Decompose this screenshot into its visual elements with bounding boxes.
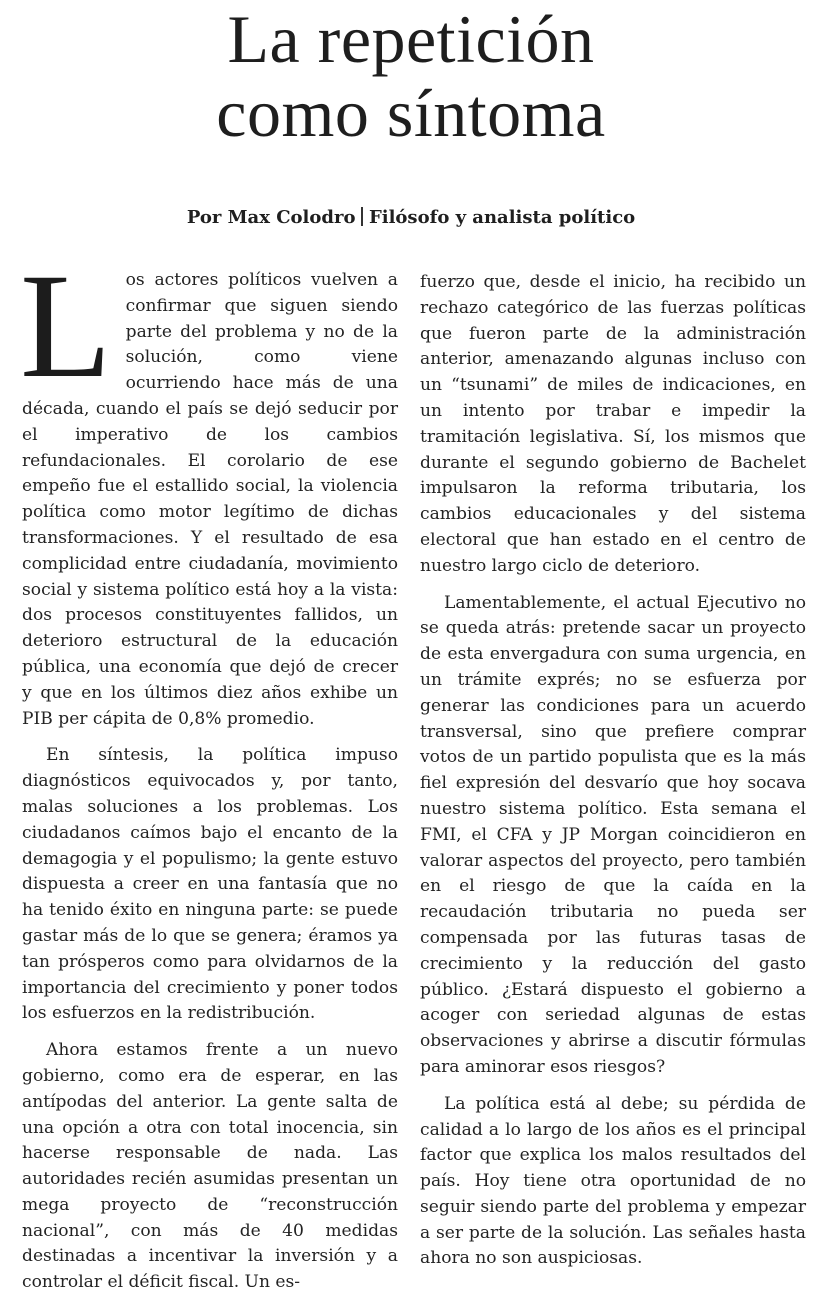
drop-cap: L xyxy=(20,243,112,409)
paragraph: Ahora estamos frente a un nuevo gobierno, como era de esperar, en las antípodas del anterior. La gente salta de una opción a otra con total inocencia, sin hacerse responsable de nada. Las autoridades recién asumidas presentan un mega proyecto de “reconstrucción nacional”, con más de 40 medidas destinadas a incentivar la inversión y a controlar el déficit fiscal. Un es- xyxy=(22,1040,398,1293)
byline-role: Filósofo y analista político xyxy=(368,207,636,228)
paragraph: En síntesis, la política impuso diagnósticos equivocados y, por tanto, malas soluciones a los problemas. Los ciudadanos caímos bajo el encanto de la demagogia y el populismo; la gente estuvo dispuesta a creer en una fantasía que no ha tenido éxito en ninguna parte: se puede gastar más de lo que se genera; éramos ya tan prósperos como para olvidarnos de la importancia del crecimiento y poner todos los esfuerzos en la redistribución. xyxy=(22,745,398,1024)
paragraph-text: os actores políticos vuelven a confirmar que siguen siendo parte del problema y no de la solución, como viene ocurriendo hace más de una década, cuando el país se dejó seducir por el imperativo de los cambios refundacionales. El corolario de ese empeño fue el estallido social, la violencia política como motor legítimo de dichas transformaciones. Y el resultado de esa complicidad entre ciudadanía, movimiento social y sistema político está hoy a la vista: dos procesos constituyentes fallidos, un deterioro estructural de la educación pública, una economía que dejó de crecer y que en los últimos diez años exhibe un PIB per cápita de 0,8% promedio. xyxy=(22,270,398,729)
byline-author: Por Max Colodro xyxy=(186,207,356,228)
article-column-left xyxy=(20,243,398,1307)
byline xyxy=(0,206,822,230)
byline-separator xyxy=(361,207,363,226)
paragraph: fuerzo que, desde el inicio, ha recibido un rechazo categórico de las fuerzas políticas que fueron parte de la administración anterior, amenazando algunas incluso con un “tsunami” de miles de indicaciones, en un intento por trabar e impedir la tramitación legislativa. Sí, los mismos que durante el segundo gobierno de Bachelet impulsaron la reforma tributaria, los cambios educacionales y del sistema electoral que han estado en el centro de nuestro largo ciclo de deterioro. xyxy=(420,272,806,576)
title-line-1: La repetición xyxy=(227,1,595,77)
paragraph: La política está al debe; su pérdida de calidad a lo largo de los años es el principal factor que explica los malos resultados del país. Hoy tiene otra oportunidad de no seguir siendo parte del problema y empezar a ser parte de la solución. Las señales hasta ahora no son auspiciosas. xyxy=(420,1093,806,1269)
article-title xyxy=(0,2,822,150)
paragraph xyxy=(20,243,398,732)
article-column-right xyxy=(420,270,806,1283)
title-line-2: como síntoma xyxy=(216,75,606,151)
paragraph: Lamentablemente, el actual Ejecutivo no se queda atrás: pretende sacar un proyecto de esta envergadura con suma urgencia, en un trámite exprés; no se esfuerza por generar las condiciones para un acuerdo transversal, sino que prefiere comprar votos de un partido populista que es la más fiel expresión del desvarío que hoy socava nuestro sistema político. Esta semana el FMI, el CFA y JP Morgan coincidieron en valorar aspectos del proyecto, pero también en el riesgo de que la caída en la recaudación tributaria no pueda ser compensada por las futuras tasas de crecimiento y la reducción del gasto público. ¿Estará dispuesto el gobierno a acoger con seriedad algunas de estas observaciones y abrirse a discutir fórmulas para aminorar esos riesgos? xyxy=(420,592,806,1077)
